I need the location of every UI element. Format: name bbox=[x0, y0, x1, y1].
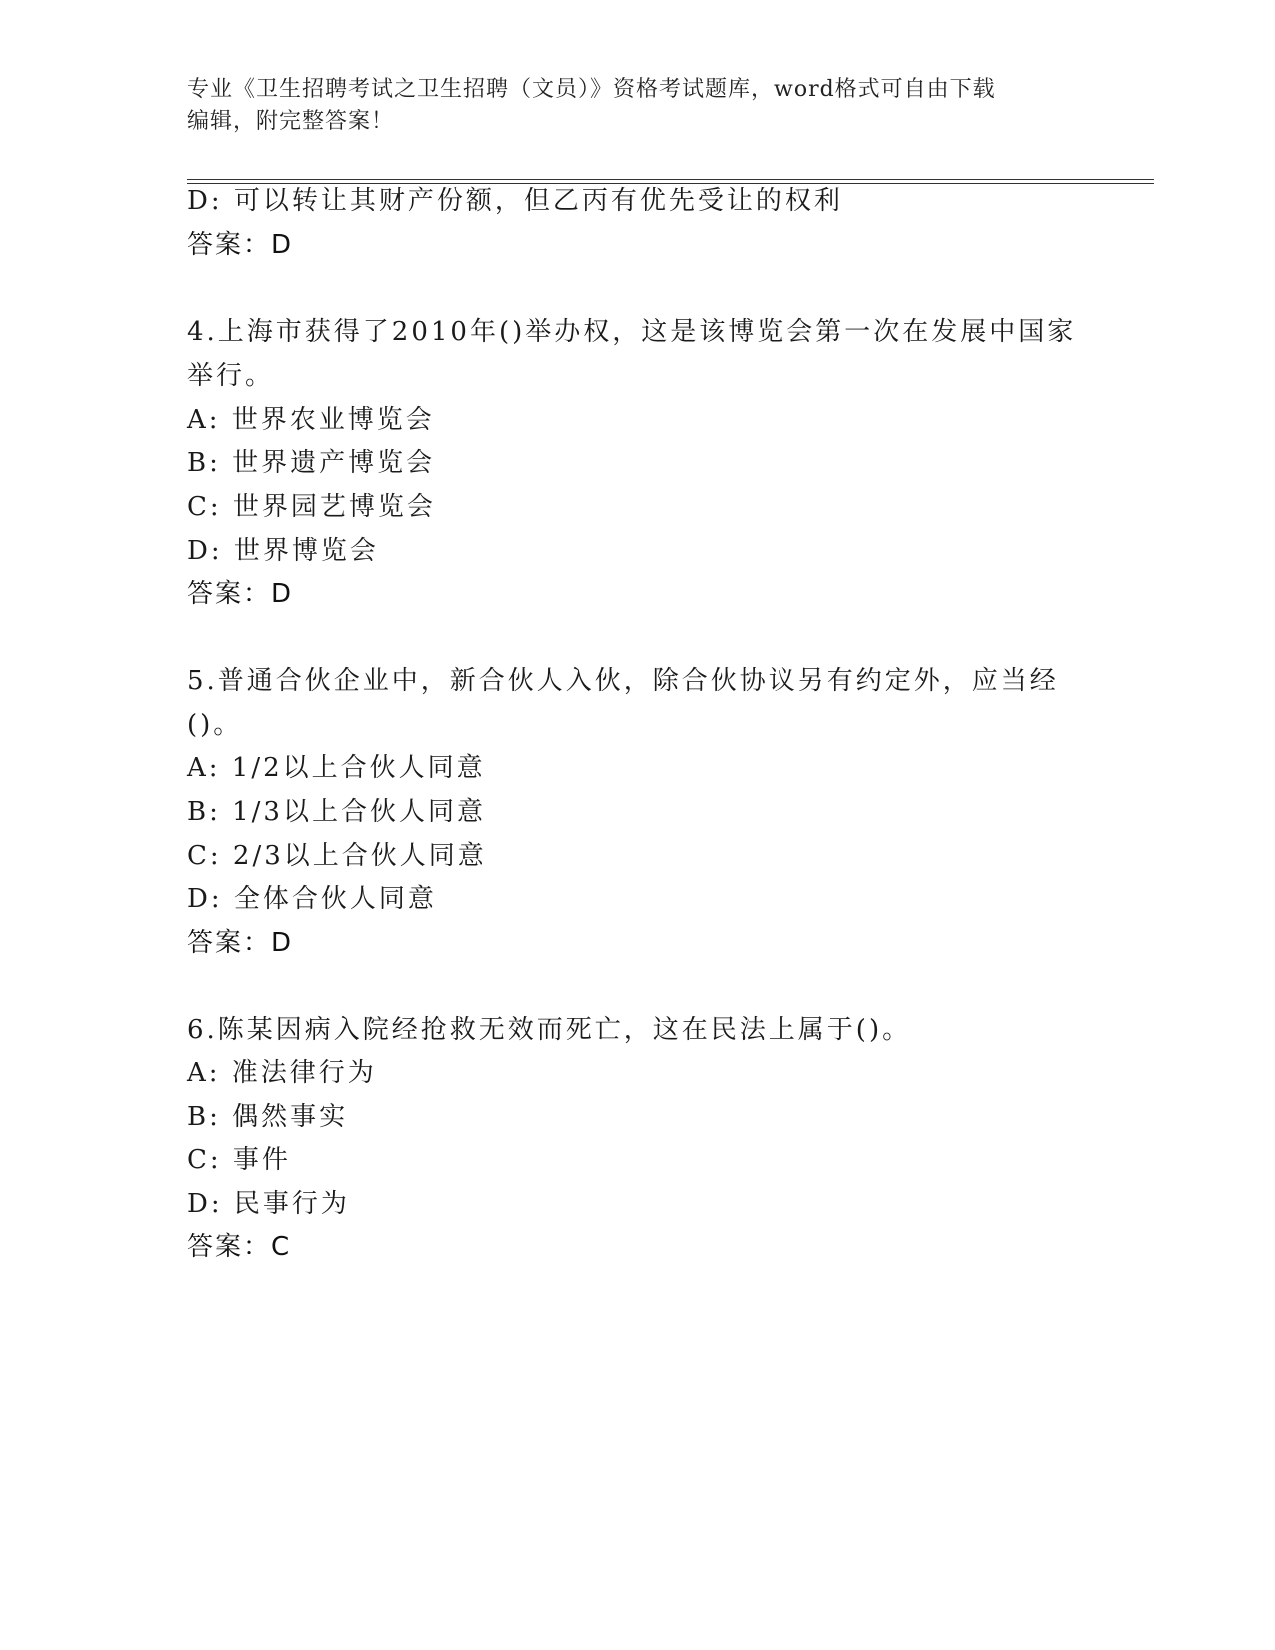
prev-option-d: D: 可以转让其财产份额，但乙丙有优先受让的权利 bbox=[187, 186, 843, 216]
question-4-option-c: C: 世界园艺博览会 bbox=[187, 492, 436, 522]
question-5-option-c: C: 2/3以上合伙人同意 bbox=[187, 841, 487, 871]
question-5-stem-line-2: ()。 bbox=[187, 710, 243, 740]
question-6-option-b: B: 偶然事实 bbox=[187, 1102, 349, 1132]
question-5-answer: 答案：D bbox=[187, 928, 294, 958]
question-4-stem-line-1: 4.上海市获得了2010年()举办权，这是该博览会第一次在发展中国家 bbox=[187, 317, 1077, 347]
header-line-1: 专业《卫生招聘考试之卫生招聘（文员）》资格考试题库，word格式可自由下载 bbox=[187, 77, 996, 102]
question-6-option-d: D: 民事行为 bbox=[187, 1189, 350, 1219]
header-line-2: 编辑，附完整答案！ bbox=[187, 109, 395, 134]
question-6-answer: 答案：C bbox=[187, 1232, 292, 1262]
question-4-option-b: B: 世界遗产博览会 bbox=[187, 448, 436, 478]
question-4-stem-line-2: 举行。 bbox=[187, 361, 275, 391]
question-5-option-b: B: 1/3以上合伙人同意 bbox=[187, 797, 486, 827]
question-6-option-a: A: 准法律行为 bbox=[187, 1058, 377, 1088]
question-5-option-d: D: 全体合伙人同意 bbox=[187, 884, 437, 914]
question-4-option-d: D: 世界博览会 bbox=[187, 536, 379, 566]
question-6-option-c: C: 事件 bbox=[187, 1145, 291, 1175]
header-divider-bottom bbox=[187, 183, 1154, 184]
question-5-stem-line-1: 5.普通合伙企业中，新合伙人入伙，除合伙协议另有约定外，应当经 bbox=[187, 666, 1059, 696]
document-header bbox=[187, 74, 1067, 138]
header-divider-top bbox=[187, 179, 1154, 180]
question-4-option-a: A: 世界农业博览会 bbox=[187, 405, 435, 435]
question-4-answer: 答案：D bbox=[187, 579, 294, 609]
prev-answer: 答案：D bbox=[187, 230, 294, 260]
question-6-stem-line-1: 6.陈某因病入院经抢救无效而死亡，这在民法上属于()。 bbox=[187, 1015, 912, 1045]
question-5-option-a: A: 1/2以上合伙人同意 bbox=[187, 753, 486, 783]
